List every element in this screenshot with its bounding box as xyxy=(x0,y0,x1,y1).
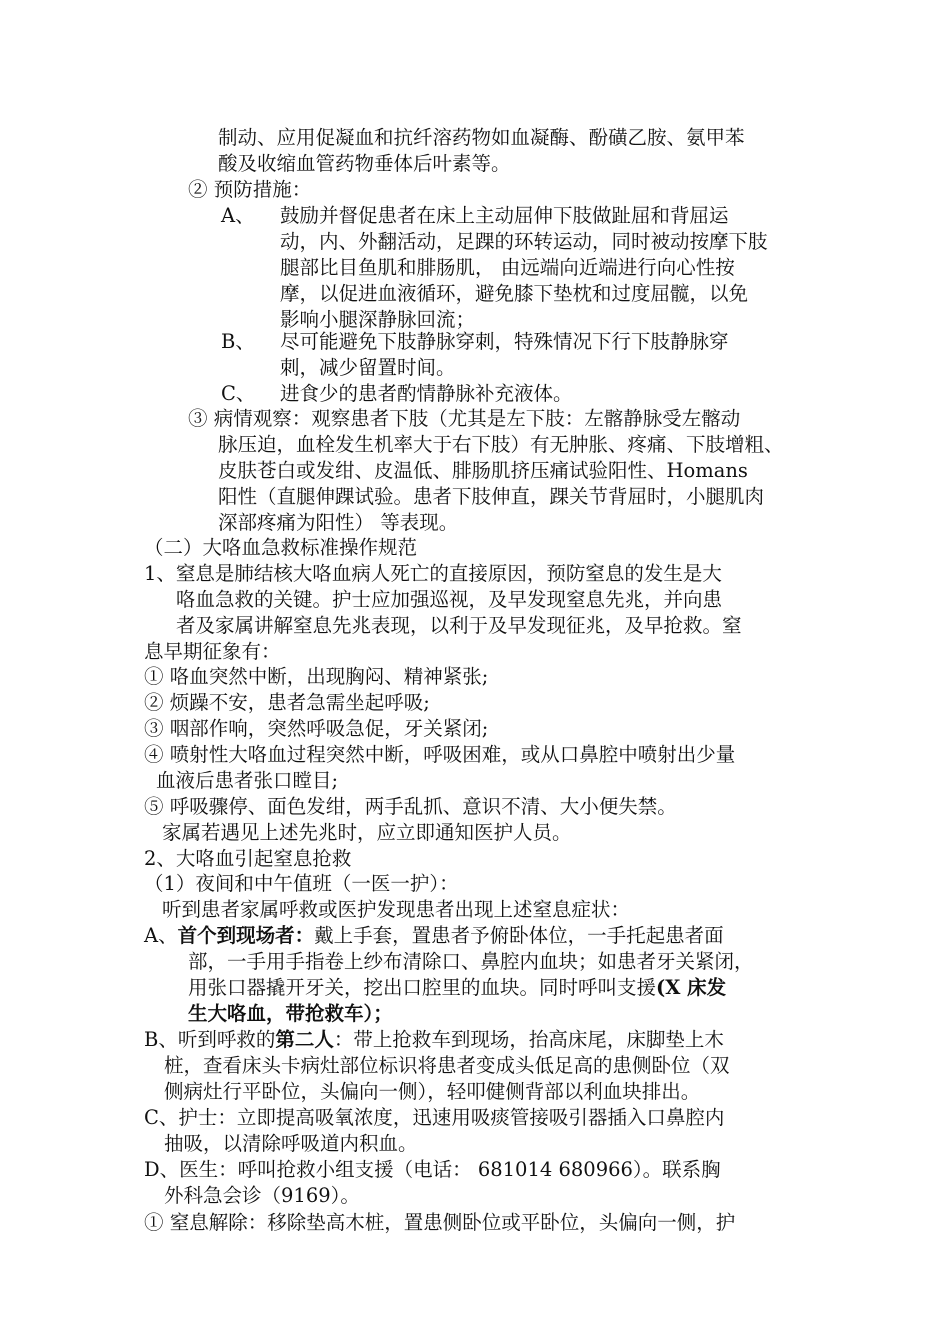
text-line: 酸及收缩血管药物垂体后叶素等。 xyxy=(218,152,511,175)
list-item: ① 窒息解除：移除垫高木桩，置患侧卧位或平卧位，头偏向一侧，护 xyxy=(144,1211,736,1234)
text-run: 戴上手套，置患者予俯卧体位，一手托起患者面 xyxy=(314,924,724,947)
text-line: 息早期征象有： xyxy=(144,640,281,663)
text-line: 鼓励并督促患者在床上主动屈伸下肢做趾屈和背屈运 xyxy=(280,204,729,227)
text-line: ③ 病情观察：观察患者下肢（尤其是左下肢：左髂静脉受左髂动 xyxy=(188,407,741,430)
text-line: 部，一手用手指卷上纱布清除口、鼻腔内血块；如患者牙关紧闭， xyxy=(188,950,754,973)
text-line: 腿部比目鱼肌和腓肠肌， 由远端向近端进行向心性按 xyxy=(280,256,735,279)
text-line: 制动、应用促凝血和抗纤溶药物如血凝酶、酚磺乙胺、氨甲苯 xyxy=(218,126,745,149)
text-line: 咯血急救的关键。护士应加强巡视，及早发现窒息先兆，并向患 xyxy=(176,588,723,611)
text-line: 进食少的患者酌情静脉补充液体。 xyxy=(280,382,573,405)
bold-label: 首个到现场者： xyxy=(177,924,315,947)
text-run: 用张口器撬开牙关，挖出口腔里的血块。同时呼叫支援 xyxy=(188,976,657,999)
text-line: 侧病灶行平卧位，头偏向一侧），轻叩健侧背部以利血块排出。 xyxy=(164,1080,701,1103)
list-marker: A、 xyxy=(221,204,255,227)
list-marker: C、 xyxy=(221,382,256,405)
paragraph-line xyxy=(144,923,724,949)
list-marker: A、 xyxy=(144,924,178,947)
text-line: 抽吸，以清除呼吸道内积血。 xyxy=(164,1132,418,1155)
paragraph-line xyxy=(188,975,726,1001)
list-marker: B、 xyxy=(221,330,255,353)
text-line: 深部疼痛为阳性） 等表现。 xyxy=(218,511,459,534)
text-line: 皮肤苍白或发绀、皮温低、腓肠肌挤压痛试验阳性、Homans xyxy=(218,459,748,482)
list-item: ③ 咽部作响，突然呼吸急促，牙关紧闭; xyxy=(144,717,489,740)
text-run: B、听到呼救的 xyxy=(144,1028,276,1051)
text-run: ：带上抢救车到现场，抬高床尾，床脚垫上木 xyxy=(333,1028,724,1051)
paragraph-line xyxy=(144,1027,724,1053)
text-line: 血液后患者张口瞠目; xyxy=(156,769,339,792)
list-item: ② 烦躁不安，患者急需坐起呼吸; xyxy=(144,691,430,714)
bold-text: (X 床发 xyxy=(656,976,727,999)
text-line: （1）夜间和中午值班（一医一护）： xyxy=(144,872,459,895)
text-line: 摩，以促进血液循环，避免膝下垫枕和过度屈髋，以免 xyxy=(280,282,749,305)
bold-label: 第二人 xyxy=(275,1028,334,1051)
text-line: D、医生：呼叫抢救小组支援（电话： 681014 680966）。联系胸 xyxy=(144,1158,721,1181)
text-line: 脉压迫，血栓发生机率大于右下肢）有无肿胀、疼痛、下肢增粗、 xyxy=(218,433,784,456)
text-line: 家属若遇见上述先兆时，应立即通知医护人员。 xyxy=(162,821,572,844)
text-line: C、护士：立即提高吸氧浓度，迅速用吸痰管接吸引器插入口鼻腔内 xyxy=(144,1106,725,1129)
text-line: 尽可能避免下肢静脉穿刺，特殊情况下行下肢静脉穿 xyxy=(280,330,729,353)
text-line: 1、窒息是肺结核大咯血病人死亡的直接原因，预防窒息的发生是大 xyxy=(144,562,722,585)
text-line: 外科急会诊（9169）。 xyxy=(164,1184,360,1207)
section-heading: （二）大咯血急救标准操作规范 xyxy=(144,536,418,559)
list-item: ④ 喷射性大咯血过程突然中断，呼吸困难，或从口鼻腔中喷射出少量 xyxy=(144,743,736,766)
list-item: ⑤ 呼吸骤停、面色发绀，两手乱抓、意识不清、大小便失禁。 xyxy=(144,795,677,818)
text-line: 动，内、外翻活动，足踝的环转运动，同时被动按摩下肢 xyxy=(280,230,768,253)
text-line: 听到患者家属呼救或医护发现患者出现上述窒息症状： xyxy=(162,898,631,921)
section-heading: 2、大咯血引起窒息抢救 xyxy=(144,847,352,870)
text-line: 影响小腿深静脉回流； xyxy=(280,308,476,331)
text-line: 桩，查看床头卡病灶部位标识将患者变成头低足高的患侧卧位（双 xyxy=(164,1054,730,1077)
list-item: ① 咯血突然中断，出现胸闷、精神紧张; xyxy=(144,665,489,688)
text-line: 阳性（直腿伸踝试验。患者下肢伸直，踝关节背屈时，小腿肌肉 xyxy=(218,485,765,508)
text-line: ② 预防措施： xyxy=(188,178,312,201)
text-line: 者及家属讲解窒息先兆表现，以利于及早发现征兆，及早抢救。窒 xyxy=(176,614,742,637)
bold-text: 生大咯血，带抢救车）； xyxy=(188,1002,393,1025)
text-line: 刺，减少留置时间。 xyxy=(280,356,456,379)
